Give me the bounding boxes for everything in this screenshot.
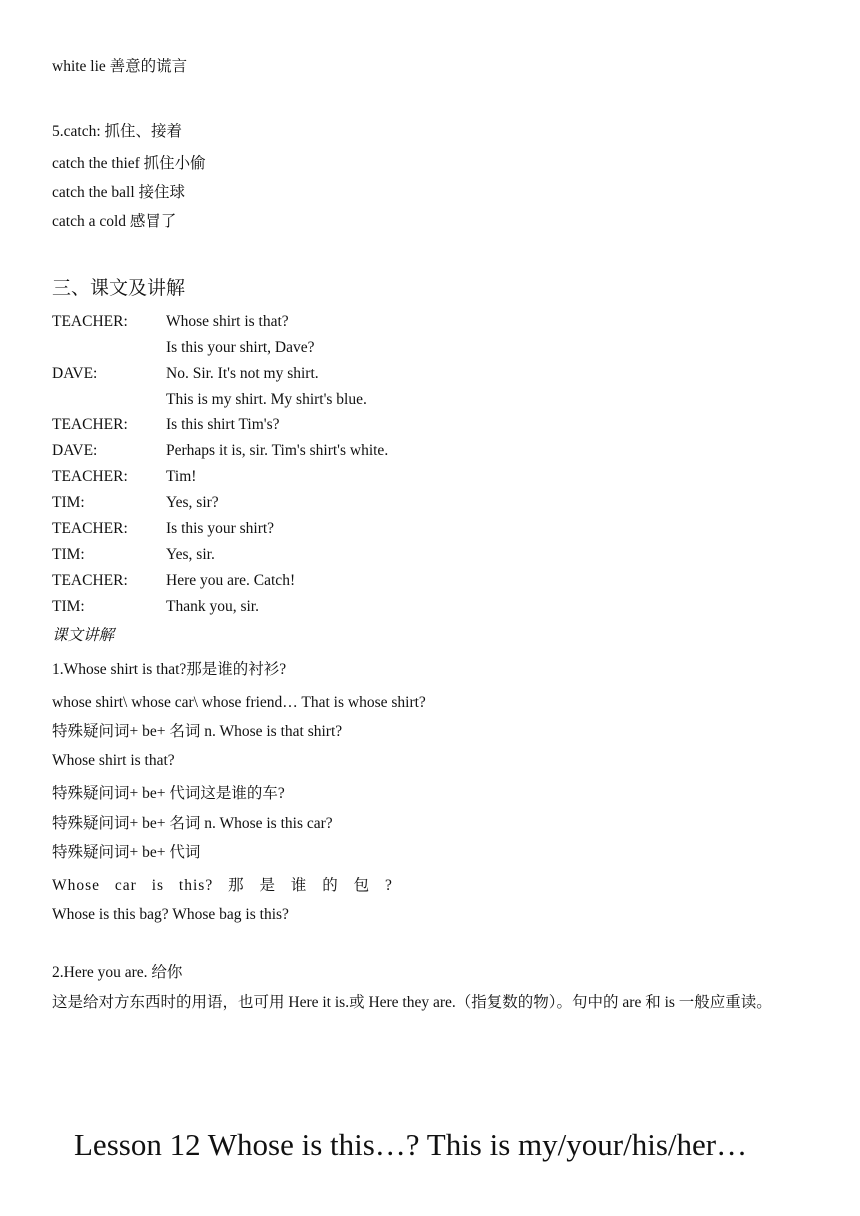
dialogue-line: Is this shirt Tim's? [166,416,280,433]
explanation-line: 特殊疑问词+ be+ 名词 n. Whose is this car? [52,815,333,832]
explanation-line: 特殊疑问词+ be+ 代词 [52,844,201,861]
section-heading: 三、课文及讲解 [52,278,186,299]
dialogue-line: Here you are. Catch! [166,572,296,589]
dialogue-speaker: TEACHER: [52,520,128,537]
vocab-catch-example: catch the ball 接住球 [52,184,185,201]
dialogue-line: This is my shirt. My shirt's blue. [166,391,367,408]
here-you-are-heading: 2.Here you are. 给你 [52,964,183,981]
explanation-line: 1.Whose shirt is that?那是谁的衬衫? [52,661,287,678]
explanation-line: 特殊疑问词+ be+ 名词 n. Whose is that shirt? [52,723,343,740]
dialogue-line: No. Sir. It's not my shirt. [166,365,319,382]
vocab-catch-heading: 5.catch: 抓住、接着 [52,123,183,140]
explanation-line: whose shirt\ whose car\ whose friend… That is whose shirt? [52,694,426,711]
dialogue-speaker: TEACHER: [52,313,128,330]
dialogue-line: Is this your shirt, Dave? [166,339,315,356]
vocab-catch-example: catch a cold 感冒了 [52,213,177,230]
lesson-title: Lesson 12 Whose is this…? This is my/your/his/her… [74,1127,748,1162]
dialogue-line: Perhaps it is, sir. Tim's shirt's white. [166,442,389,459]
explanation-line: Whose shirt is that? [52,752,175,769]
explanation-line: Whose is this bag? Whose bag is this? [52,906,289,923]
explanation-line: 特殊疑问词+ be+ 代词这是谁的车? [52,785,285,802]
dialogue-line: Yes, sir. [166,546,215,563]
dialogue-line: Whose shirt is that? [166,313,289,330]
here-you-are-paragraph: 这是给对方东西时的用语，也可用 Here it is.或 Here they are.（指复数的物）。句中的 are 和 is 一般应重读。 [52,994,772,1011]
dialogue-line: Tim! [166,468,197,485]
dialogue-speaker: TIM: [52,494,85,511]
explanation-line: Whose car is this? 那 是 谁 的 包 ? [52,877,393,894]
dialogue-speaker: TIM: [52,546,85,563]
vocab-white-lie: white lie 善意的谎言 [52,58,188,75]
dialogue-speaker: TIM: [52,598,85,615]
dialogue-line: Is this your shirt? [166,520,275,537]
explanation-heading: 课文讲解 [52,627,115,644]
dialogue-speaker: TEACHER: [52,572,128,589]
dialogue-speaker: DAVE: [52,365,98,382]
dialogue-line: Yes, sir? [166,494,219,511]
dialogue-line: Thank you, sir. [166,598,259,615]
vocab-catch-example: catch the thief 抓住小偷 [52,155,206,172]
dialogue-speaker: DAVE: [52,442,98,459]
dialogue-speaker: TEACHER: [52,416,128,433]
dialogue-speaker: TEACHER: [52,468,128,485]
